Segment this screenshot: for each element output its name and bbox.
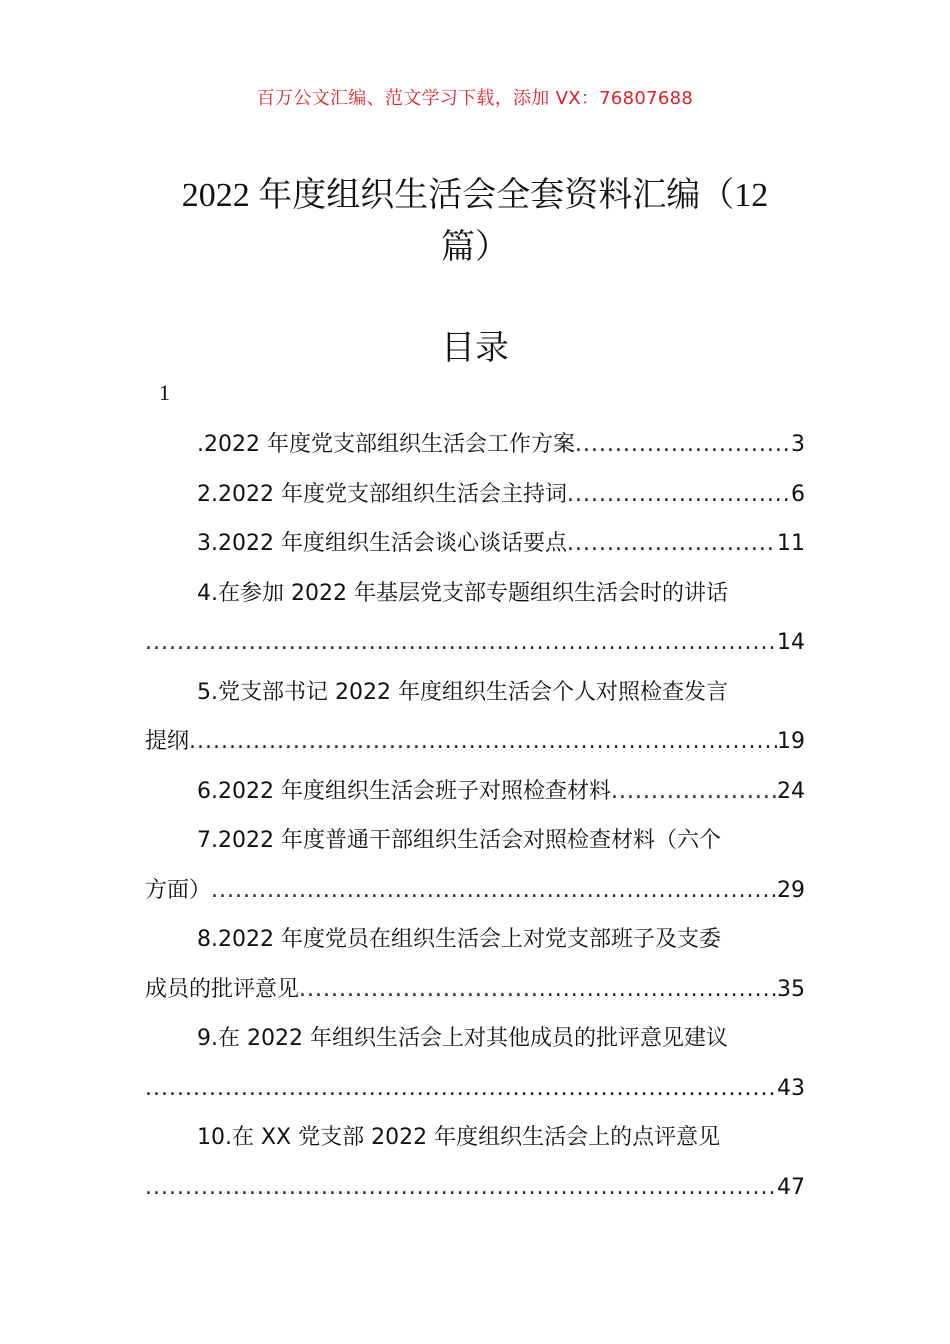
toc-entry-6[interactable] bbox=[145, 767, 805, 817]
toc-entry-page: 24 bbox=[777, 778, 805, 804]
stray-list-number: 1 bbox=[159, 380, 170, 405]
toc-entry-7-continuation[interactable] bbox=[145, 866, 805, 916]
toc-leader-dots bbox=[189, 717, 777, 767]
toc-entry-5-continuation[interactable] bbox=[145, 717, 805, 767]
table-of-contents bbox=[145, 420, 805, 1212]
toc-entry-title: 6.2022 年度组织生活会班子对照检查材料 bbox=[197, 778, 611, 804]
toc-entry-page: 14 bbox=[777, 630, 805, 655]
toc-entry-page: 19 bbox=[777, 729, 805, 754]
toc-entry-page: 6 bbox=[791, 481, 805, 507]
toc-entry-3[interactable] bbox=[145, 519, 805, 569]
toc-entry-page: 29 bbox=[777, 877, 805, 903]
toc-entry-9[interactable] bbox=[145, 1014, 805, 1064]
toc-leader-dots bbox=[575, 420, 791, 470]
toc-entry-title: 8.2022 年度党员在组织生活会上对党支部班子及支委 bbox=[197, 927, 721, 952]
toc-leader-dots bbox=[611, 767, 777, 817]
document-title bbox=[150, 170, 800, 274]
toc-entry-9-continuation[interactable] bbox=[145, 1064, 805, 1114]
toc-entry-title: 7.2022 年度普通干部组织生活会对照检查材料（六个 bbox=[197, 828, 721, 853]
toc-entry-title: 10.在 XX 党支部 2022 年度组织生活会上的点评意见 bbox=[197, 1125, 721, 1150]
toc-leader-dots bbox=[211, 866, 777, 916]
toc-entry-8[interactable] bbox=[145, 915, 805, 965]
header-watermark-note: 百万公文汇编、范文学习下载，添加 VX：76807688 bbox=[256, 88, 694, 109]
toc-entry-page: 35 bbox=[777, 976, 805, 1002]
toc-leader-dots bbox=[145, 1163, 777, 1213]
document-title-line-1: 2022 年度组织生活会全套资料汇编（12 bbox=[181, 177, 769, 214]
toc-entry-page: 3 bbox=[791, 432, 805, 457]
document-title-line-2: 篇） bbox=[441, 229, 509, 266]
toc-heading: 目录 bbox=[441, 328, 509, 368]
toc-entry-1[interactable] bbox=[145, 420, 805, 470]
toc-entry-continuation: 方面） bbox=[145, 877, 212, 903]
toc-entry-title: 5.党支部书记 2022 年度组织生活会个人对照检查发言 bbox=[197, 679, 728, 705]
toc-leader-dots bbox=[145, 1064, 777, 1114]
toc-leader-dots bbox=[567, 470, 791, 520]
toc-entry-title: 3.2022 年度组织生活会谈心谈话要点 bbox=[197, 531, 567, 556]
toc-entry-title: .2022 年度党支部组织生活会工作方案 bbox=[197, 432, 575, 457]
toc-entry-page: 43 bbox=[777, 1075, 805, 1101]
toc-entry-4-continuation[interactable] bbox=[145, 618, 805, 668]
toc-entry-title: 4.在参加 2022 年基层党支部专题组织生活会时的讲话 bbox=[197, 580, 728, 606]
toc-entry-7[interactable] bbox=[145, 816, 805, 866]
toc-entry-title: 2.2022 年度党支部组织生活会主持词 bbox=[197, 481, 567, 507]
toc-entry-10-continuation[interactable] bbox=[145, 1163, 805, 1213]
toc-leader-dots bbox=[567, 519, 777, 569]
toc-leader-dots bbox=[145, 618, 777, 668]
toc-entry-4[interactable] bbox=[145, 569, 805, 619]
toc-entry-5[interactable] bbox=[145, 668, 805, 718]
toc-entry-continuation: 成员的批评意见 bbox=[145, 976, 300, 1002]
toc-entry-2[interactable] bbox=[145, 470, 805, 520]
toc-leader-dots bbox=[299, 965, 777, 1015]
toc-entry-page: 47 bbox=[777, 1174, 805, 1200]
toc-entry-page: 11 bbox=[777, 531, 805, 556]
toc-entry-8-continuation[interactable] bbox=[145, 965, 805, 1015]
toc-entry-10[interactable] bbox=[145, 1113, 805, 1163]
toc-entry-title: 9.在 2022 年组织生活会上对其他成员的批评意见建议 bbox=[197, 1026, 728, 1051]
toc-entry-continuation: 提纲 bbox=[145, 729, 190, 754]
